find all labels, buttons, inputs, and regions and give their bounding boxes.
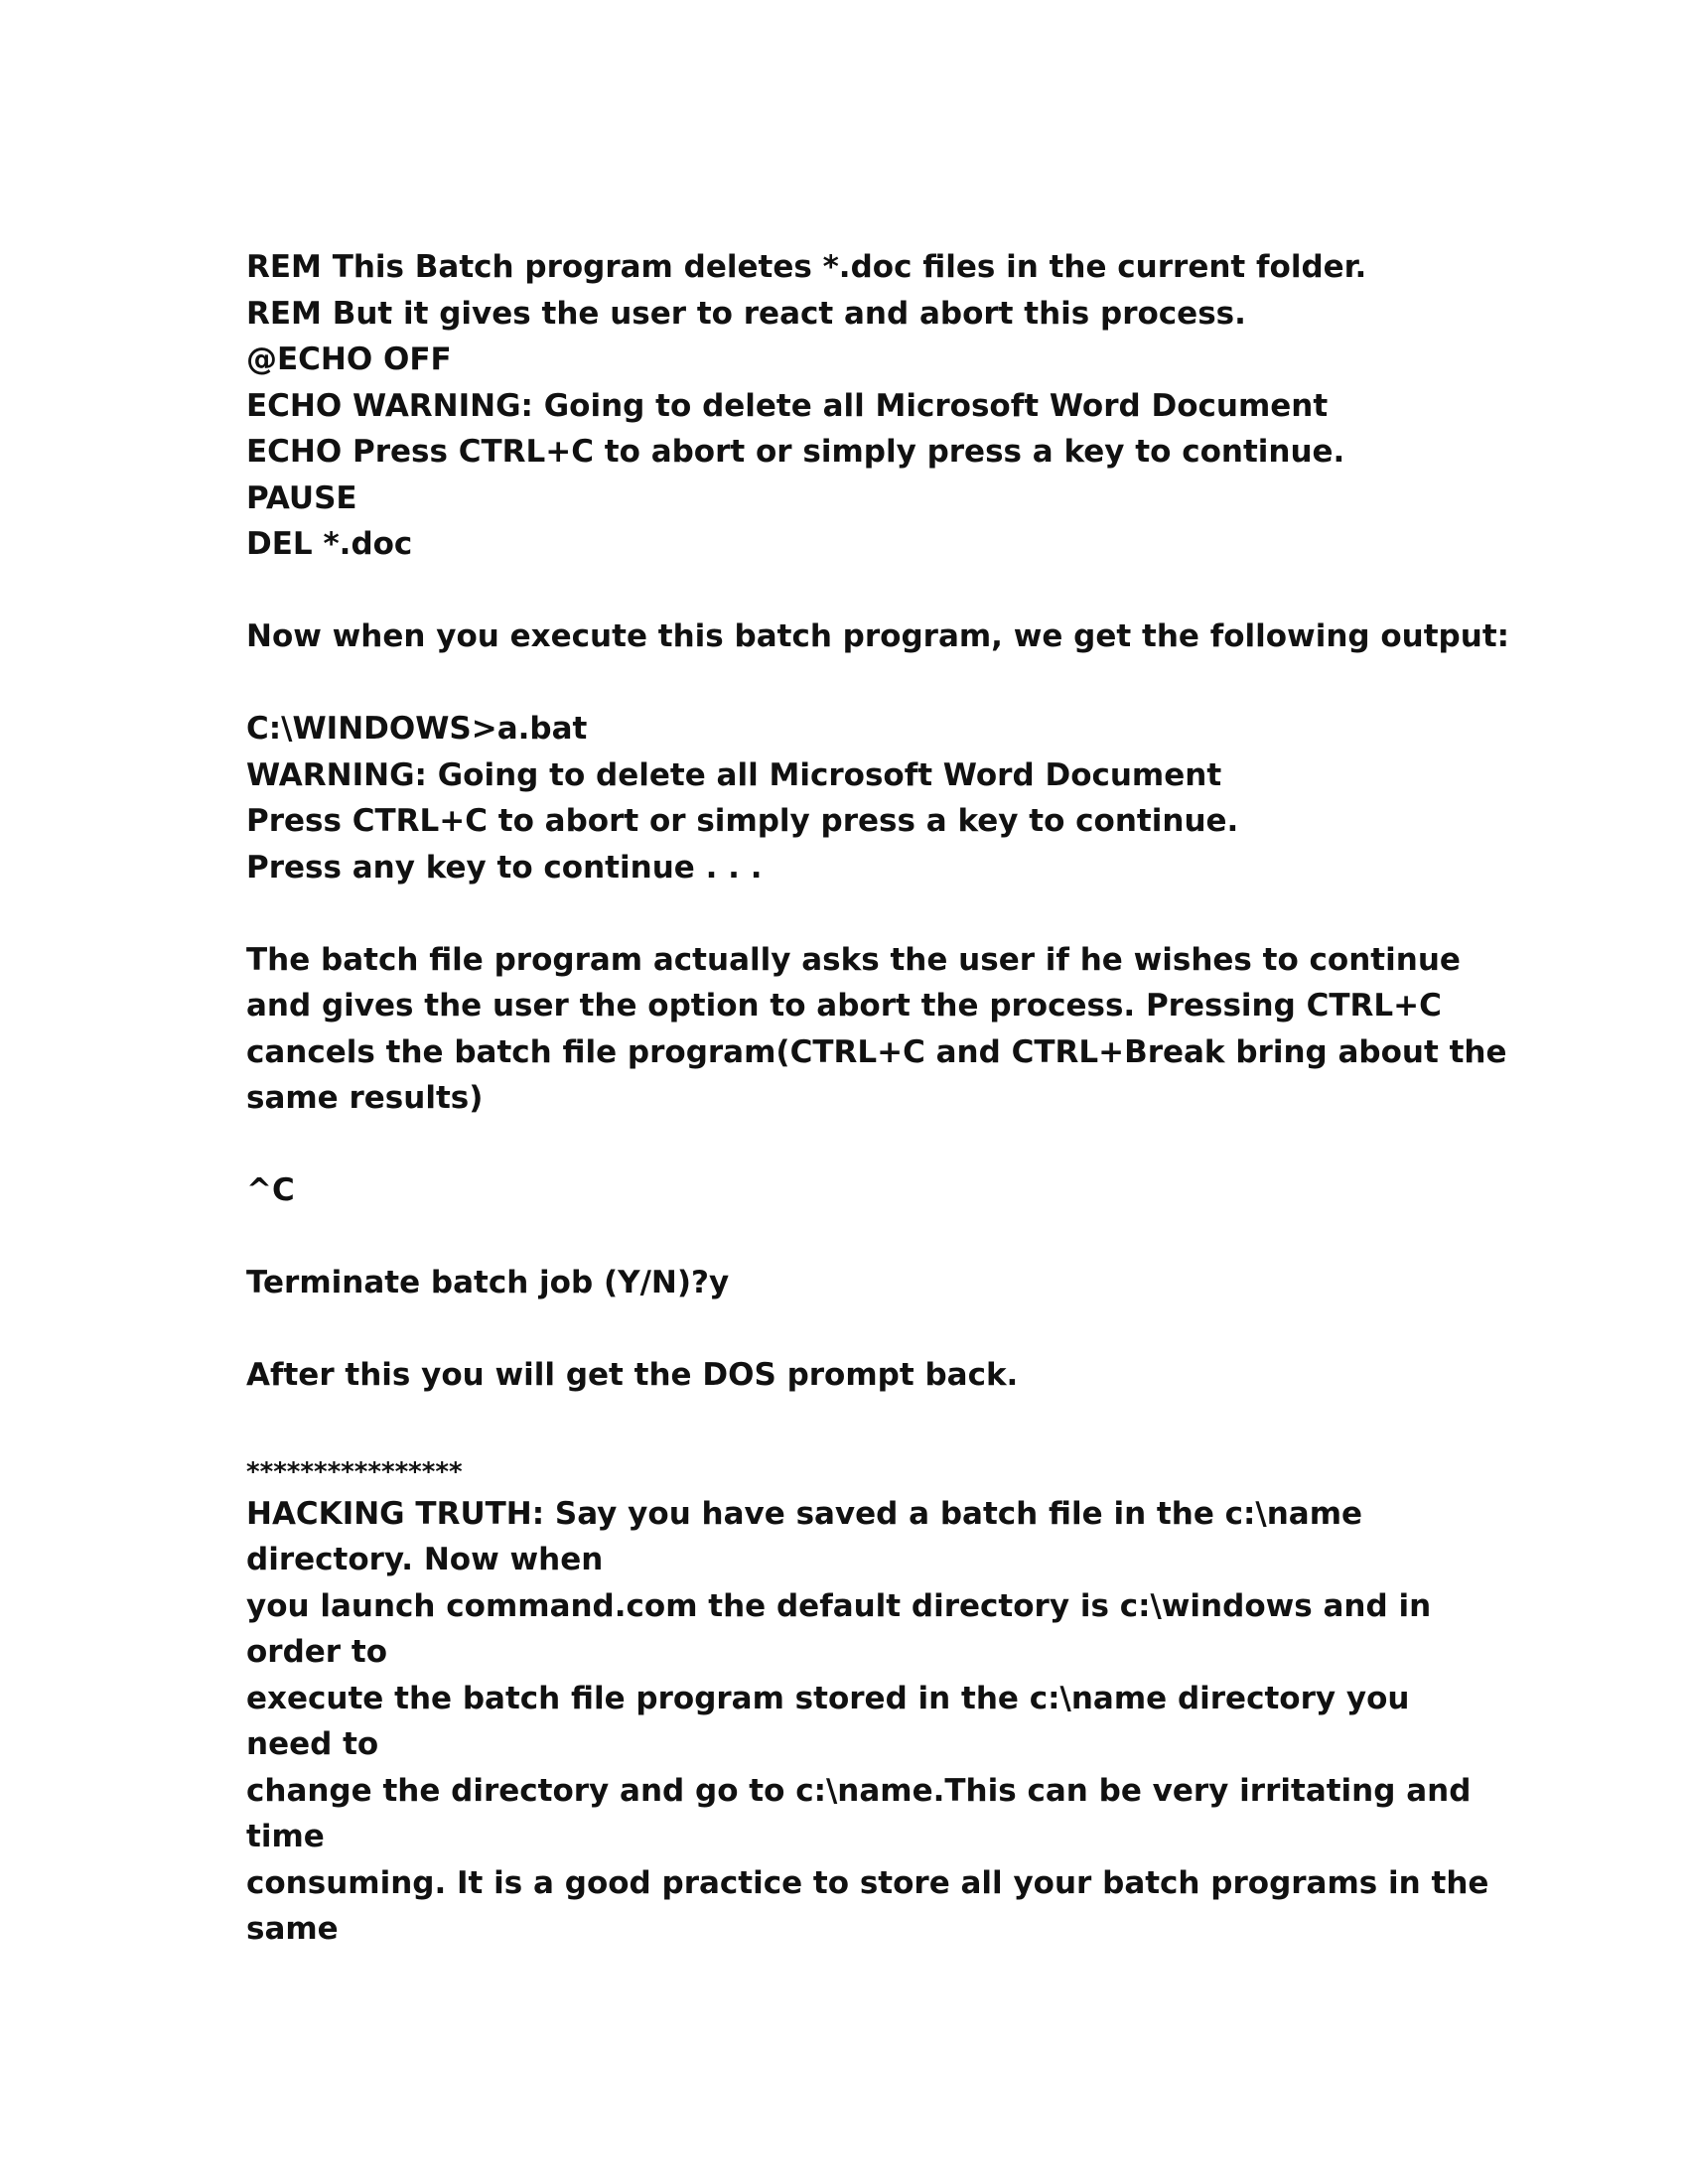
hacking-truth-line: same (246, 1911, 339, 1947)
hacking-truth-line: execute the batch file program stored in the c:\name directory you (246, 1680, 1410, 1716)
output-intro-text: Now when you execute this batch program, we get the following output: (246, 618, 1510, 654)
after-text: After this you will get the DOS prompt back. (246, 1357, 1019, 1393)
hacking-truth-line: HACKING TRUTH: Say you have saved a batch file in the c:\name (246, 1495, 1363, 1532)
blank-line (246, 660, 1477, 707)
hacking-truth-line: directory. Now when (246, 1542, 604, 1577)
code-line: ECHO Press CTRL+C to abort or simply press a key to continue. (246, 434, 1345, 470)
terminate-prompt-text: Terminate batch job (Y/N)?y (246, 1265, 730, 1300)
hacking-truth-line: change the directory and go to c:\name.This can be very irritating and (246, 1772, 1472, 1809)
blank-line (246, 1306, 1477, 1353)
blank-line (246, 1122, 1477, 1168)
explanation-line: same results) (246, 1080, 484, 1116)
hacking-truth-line: you launch command.com the default directory is c:\windows and in (246, 1587, 1432, 1624)
explanation-line: cancels the batch file program(CTRL+C and CTRL+Break bring about the (246, 1033, 1507, 1070)
hacking-truth-paragraph (246, 1491, 1489, 1953)
batch-code-block (246, 244, 1477, 568)
document-page (246, 244, 1510, 1953)
hacking-truth-line: time (246, 1819, 325, 1854)
output-line: Press any key to continue . . . (246, 849, 763, 886)
code-line: @ECHO OFF (246, 341, 452, 377)
blank-line (246, 1214, 1477, 1261)
blank-line (246, 1399, 1477, 1445)
code-line: PAUSE (246, 479, 357, 516)
code-line: ECHO WARNING: Going to delete all Microsoft Word Document (246, 387, 1329, 424)
explanation-paragraph (246, 937, 1507, 1122)
code-line: REM This Batch program deletes *.doc files in the current folder. (246, 249, 1367, 285)
separator-stars: **************** (246, 1457, 463, 1487)
hacking-truth-line: order to (246, 1634, 387, 1670)
blank-line (246, 890, 1477, 937)
hacking-truth-line: need to (246, 1726, 379, 1762)
blank-line (246, 568, 1477, 614)
hacking-truth-line: consuming. It is a good practice to store all your batch programs in the (246, 1864, 1489, 1901)
output-line: WARNING: Going to delete all Microsoft Word Document (246, 756, 1222, 793)
explanation-line: and gives the user the option to abort the process. Pressing CTRL+C (246, 988, 1442, 1024)
explanation-line: The batch file program actually asks the user if he wishes to continue (246, 941, 1461, 978)
output-line: C:\WINDOWS>a.bat (246, 711, 588, 747)
ctrl-c-text: ^C (246, 1172, 295, 1208)
output-line: Press CTRL+C to abort or simply press a key to continue. (246, 803, 1239, 839)
code-line: DEL *.doc (246, 526, 413, 562)
console-output-block (246, 706, 1477, 890)
code-line: REM But it gives the user to react and abort this process. (246, 295, 1246, 332)
